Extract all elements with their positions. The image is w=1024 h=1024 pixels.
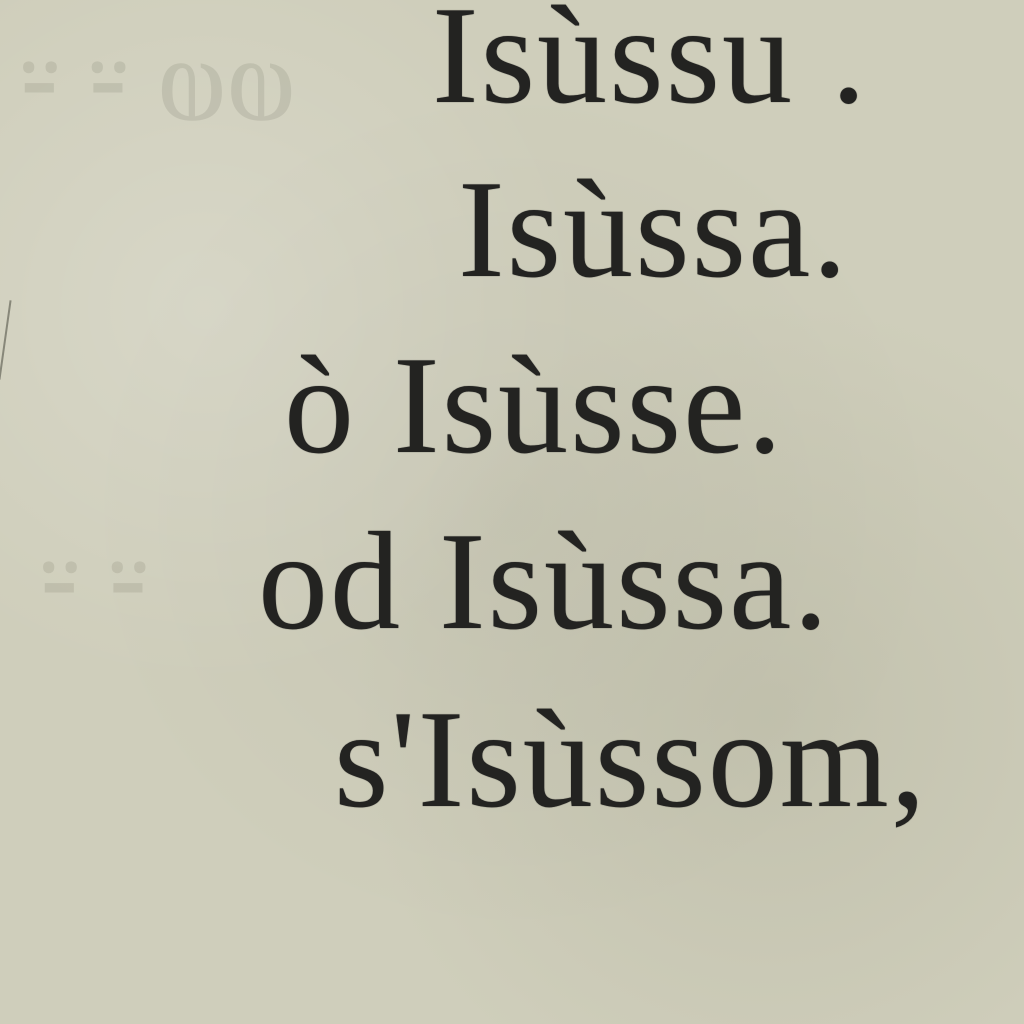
edge-ink-mark (0, 300, 12, 379)
text-line-4: od Isùssa. (258, 504, 831, 659)
text-line-5: s'Isùssom, (334, 682, 928, 837)
text-line-3: ò Isùsse. (284, 328, 785, 483)
text-line-2: Isùssa. (458, 152, 850, 307)
bleed-through-text: ⸚ ⸚ (40, 513, 148, 646)
bleed-through-text: ⱷⱷ ⸚ ⸚ (20, 13, 296, 146)
text-line-1: Isùssu . (432, 0, 869, 133)
